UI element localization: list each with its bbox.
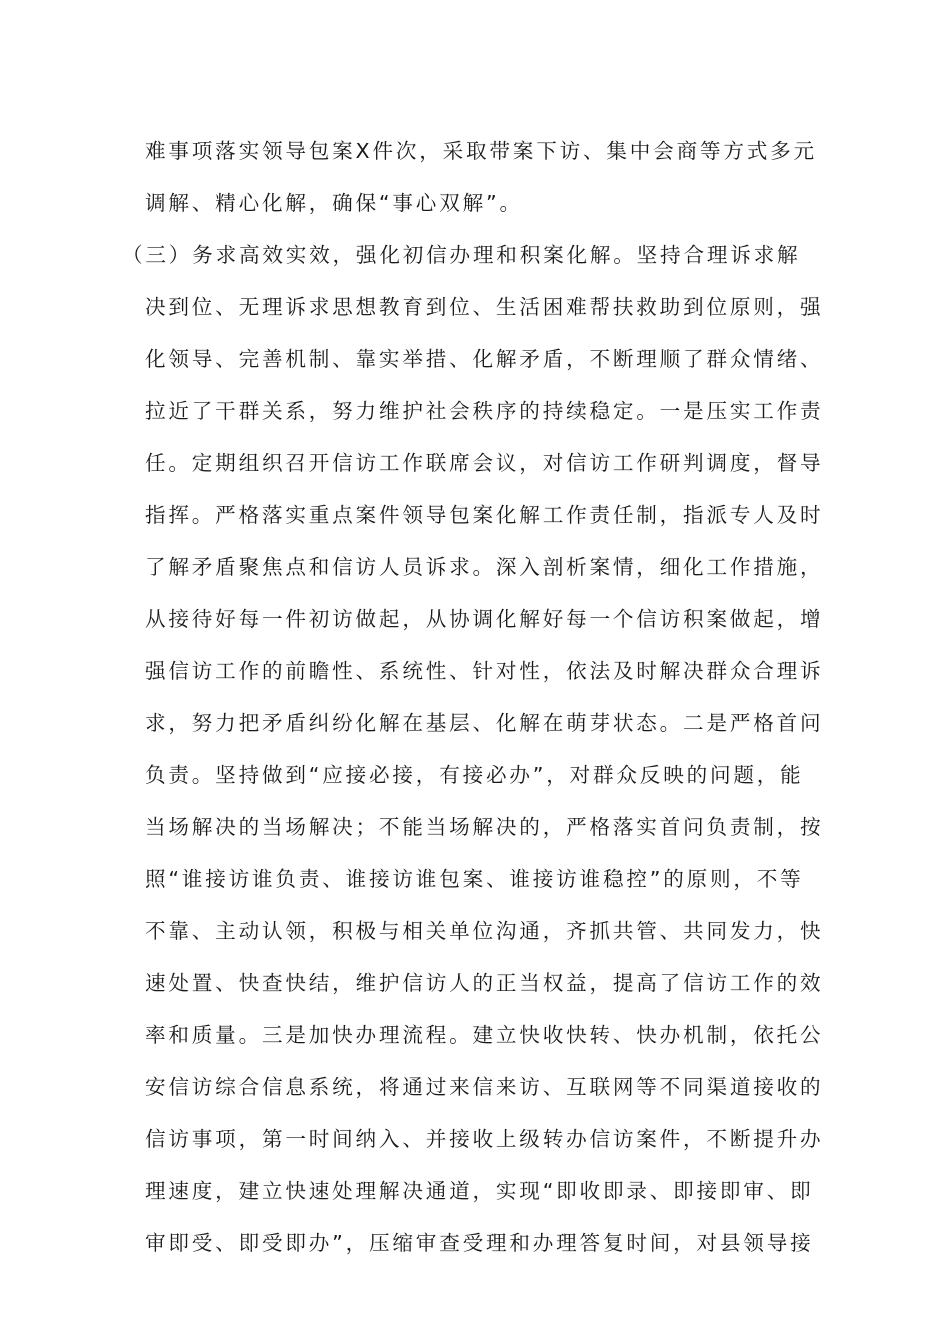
text-line-5: 化领导、完善机制、靠实举措、化解矛盾，不断理顺了群众情绪、 <box>145 347 824 371</box>
text-line-9: 了解矛盾聚焦点和信访人员诉求。深入剖析案情，细化工作措施， <box>145 555 824 579</box>
text-line-11: 强信访工作的前瞻性、系统性、针对性，依法及时解决群众合理诉 <box>145 659 824 683</box>
section-heading-line: （三）务求高效实效，强化初信办理和积案化解。坚持合理诉求解 <box>122 243 801 267</box>
text-line-8: 指挥。严格落实重点案件领导包案化解工作责任制，指派专人及时 <box>145 503 824 527</box>
text-line-14: 当场解决的当场解决；不能当场解决的，严格落实首问负责制，按 <box>145 815 824 839</box>
text-line-22: 审即受、即受即办”，压缩审查受理和办理答复时间，对县领导接 <box>145 1231 814 1255</box>
text-line-18: 率和质量。三是加快办理流程。建立快收快转、快办机制，依托公 <box>145 1023 824 1047</box>
text-line-19: 安信访综合信息系统，将通过来信来访、互联网等不同渠道接收的 <box>145 1075 824 1099</box>
text-line-6: 拉近了干群关系，努力维护社会秩序的持续稳定。一是压实工作责 <box>145 399 824 423</box>
text-line-7: 任。定期组织召开信访工作联席会议，对信访工作研判调度，督导 <box>145 451 824 475</box>
text-line-2: 调解、精心化解，确保“事心双解”。 <box>145 191 523 215</box>
text-line-1: 难事项落实领导包案X件次，采取带案下访、集中会商等方式多元 <box>145 139 817 163</box>
text-line-4: 决到位、无理诉求思想教育到位、生活困难帮扶救助到位原则，强 <box>145 295 824 319</box>
text-line-10: 从接待好每一件初访做起，从协调化解好每一个信访积案做起，增 <box>145 607 824 631</box>
text-line-15: 照“谁接访谁负责、谁接访谁包案、谁接访谁稳控”的原则，不等 <box>145 867 804 891</box>
text-line-20: 信访事项，第一时间纳入、并接收上级转办信访案件，不断提升办 <box>145 1127 824 1151</box>
text-line-17: 速处置、快查快结，维护信访人的正当权益，提高了信访工作的效 <box>145 971 824 995</box>
text-line-12: 求，努力把矛盾纠纷化解在基层、化解在萌芽状态。二是严格首问 <box>145 711 824 735</box>
text-line-21: 理速度，建立快速处理解决通道，实现“即收即录、即接即审、即 <box>145 1179 814 1203</box>
text-line-13: 负责。坚持做到“应接必接，有接必办”，对群众反映的问题，能 <box>145 763 804 787</box>
text-line-16: 不靠、主动认领，积极与相关单位沟通，齐抓共管、共同发力，快 <box>145 919 824 943</box>
